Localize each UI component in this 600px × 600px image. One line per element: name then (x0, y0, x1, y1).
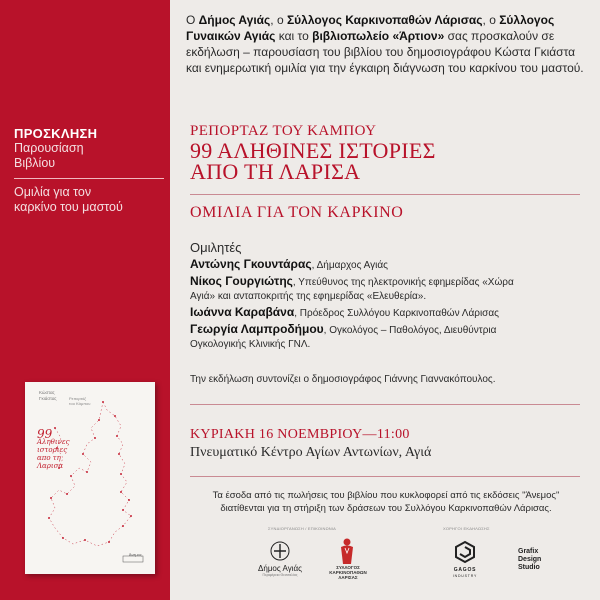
speakers-section (190, 240, 590, 353)
sidebar-text (14, 126, 164, 215)
dimos-agias-logo-text: Δήμος Αγιάς Περιφέρεια Θεσσαλίας (258, 564, 302, 577)
main-content (170, 0, 600, 600)
speaker-item: Νίκος Γουργιώτης, Υπεύθυνος της ηλεκτρονικής εφημερίδας «Χώρα Αγιά» και ανταποκριτής της εφημερίδας «Ελευθερία». (190, 274, 514, 302)
proceeds-divider (190, 476, 580, 477)
sidebar-line-presentation: Παρουσίαση (14, 141, 84, 155)
event-place: Πνευματικό Κέντρο Αγίων Αντωνίων, Αγιά (190, 445, 432, 460)
speakers-heading: Ομιλητές (190, 240, 242, 255)
book-cover (25, 382, 155, 574)
org-bookstore: βιβλιοπωλείο «Άρτιον» (312, 29, 445, 43)
greek-emblem-icon (270, 540, 290, 562)
sidebar-divider (14, 178, 164, 179)
book-series-heading: ΡΕΠΟΡΤΑΖ ΤΟΥ ΚΑΜΠΟΥ (190, 123, 377, 139)
sidebar-line-cancer: καρκίνο του μαστού (14, 200, 123, 214)
left-sidebar (0, 0, 170, 600)
speaker-item: Αντώνης Γκουντάρας, Δήμαρχος Αγιάς (190, 257, 388, 271)
intro-paragraph: Ο Δήμος Αγιάς, ο Σύλλογος Καρκινοπαθών Λάρισας, ο Σύλλογος Γυναικών Αγιάς και το βιβλιοπωλείο «Άρτιον» σας προσκαλούν σε εκδήλωση – παρουσίαση του βιβλίου του δημοσιογράφου Κώστα Γκιάστα και ενημερωτική ομιλία για την έγκαιρη διάγνωση του καρκίνου του μαστού. (186, 13, 584, 75)
book-author: Κώστας Γκιάστας (39, 390, 57, 401)
coordinator-text: Την εκδήλωση συντονίζει ο δημοσιογράφος Γιάννης Γιαννακόπουλος. (190, 374, 496, 385)
org-syllogos-gynaikon: Σύλλογος Γυναικών Αγιάς (186, 13, 555, 43)
speaker-item: Γεωργία Λαμπροδήμου, Ογκολόγος – Παθολόγος, Διευθύντρια Ογκολογικής Κλινικής ΓΝΛ. (190, 322, 497, 350)
sponsors-caption: ΧΟΡΗΓΟΙ ΕΚΔΗΛΩΣΗΣ (443, 526, 490, 531)
talk-heading: ΟΜΙΛΙΑ ΓΙΑ ΤΟΝ ΚΑΡΚΙΝΟ (190, 204, 404, 221)
coorganizers-caption: ΣΥΝΔΙΟΡΓΑΝΩΣΗ / ΕΠΙΚΟΙΝΩΝΙΑ (268, 526, 337, 531)
event-divider (190, 404, 580, 405)
grafix-logo-text: Grafix Design Studio (518, 548, 542, 571)
syllogos-logo-icon (338, 537, 356, 565)
book-series: Ρεπορτάζ του Κάμπου (69, 396, 91, 406)
syllogos-logo-text: ΣΥΛΛΟΓΟΣ ΚΑΡΚΙΝΟΠΑΘΩΝ ΛΑΡΙΣΑΣ (329, 565, 367, 580)
org-dimos: Δήμος Αγιάς (198, 13, 271, 27)
gagos-logo-text: GAGOS INDUSTRY (452, 567, 478, 578)
gagos-logo-icon (453, 540, 477, 564)
book-map-illustration (25, 382, 155, 574)
book-handwritten-title: 99 Αληθινες ιστοριες απο τη Λαρισα (37, 427, 70, 470)
title-divider (190, 194, 580, 195)
event-date: ΚΥΡΙΑΚΗ 16 ΝΟΕΜΒΡΙΟΥ—11:00 (190, 427, 410, 442)
proceeds-note: Τα έσοδα από τις πωλήσεις του βιβλίου που κυκλοφορεί από τις εκδόσεις "Άνεμος" διατίθενται για τη στήριξη των δράσεων του Συλλόγου Καρκινοπαθών Λάρισας. (212, 490, 560, 514)
speaker-item: Ιωάννα Καραβάνα, Πρόεδρος Συλλόγου Καρκινοπαθών Λάρισας (190, 305, 499, 319)
invitation-label: ΠΡΟΣΚΛΗΣΗ (14, 126, 98, 141)
sidebar-line-book: Βιβλίου (14, 156, 56, 170)
sidebar-line-talk: Ομιλία για τον (14, 185, 92, 199)
book-publisher: Άνεμος (129, 552, 142, 557)
org-syllogos-karkinopathon: Σύλλογος Καρκινοπαθών Λάρισας (286, 13, 483, 27)
book-title: 99 ΑΛΗΘΙΝΕΣ ΙΣΤΟΡΙΕΣ ΑΠΟ ΤΗ ΛΑΡΙΣΑ (190, 138, 436, 184)
